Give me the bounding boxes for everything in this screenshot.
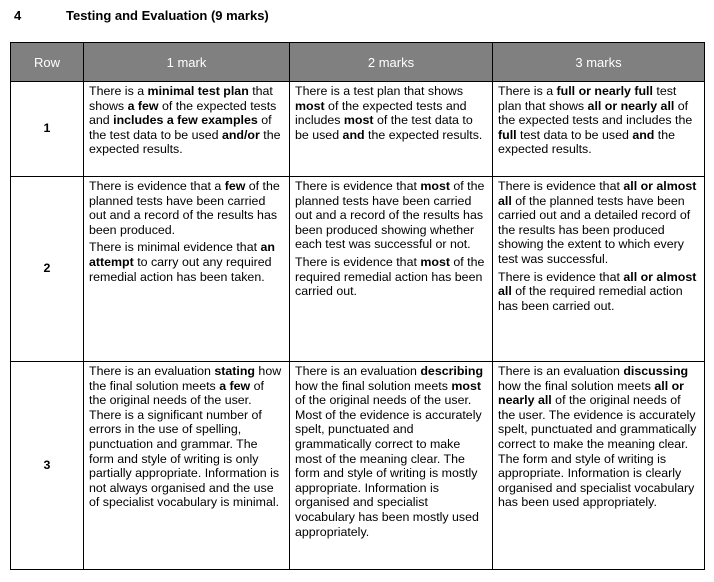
criteria-text: There is a [89, 84, 148, 98]
criteria-cell-3-mark [493, 362, 705, 570]
criteria-text: There is an evaluation [295, 364, 421, 378]
criteria-text: the expected results. [89, 127, 281, 157]
criteria-text: There is minimal evidence that [89, 240, 261, 255]
criteria-cell-3-mark [493, 82, 705, 177]
emphasis-text: minimal test plan [147, 84, 249, 98]
criteria-text: that shows [89, 84, 273, 113]
row-number: 2 [11, 177, 84, 362]
criteria-text: There is a [498, 84, 557, 98]
criteria-text: There is evidence that a [89, 179, 225, 193]
emphasis-text: most [420, 254, 450, 269]
criteria-text: of the expected tests and includes the [498, 98, 693, 128]
criteria-cell-3-mark [493, 177, 705, 362]
criteria-paragraph [295, 84, 487, 142]
criteria-text: how the final solution meets [498, 378, 655, 393]
header-row-col: Row [11, 43, 84, 82]
criteria-text: of the original needs of the user. The evidence is accurately spelt, punctuated and grammatically correct to make the meaning clear. The form and style of writing is appropriate. Information is clearly organised and specialist vocabulary has been used appropriately. [498, 393, 697, 510]
criteria-text: the expected results. [364, 127, 483, 142]
emphasis-text: and [632, 127, 655, 142]
criteria-paragraph [498, 84, 699, 157]
rubric-body [11, 82, 705, 570]
criteria-text: There is evidence that [498, 269, 624, 284]
criteria-paragraph [89, 84, 284, 157]
emphasis-text: full or nearly full [556, 84, 653, 98]
criteria-cell-1-mark [84, 82, 290, 177]
criteria-paragraph [89, 240, 284, 284]
table-row [11, 177, 705, 362]
section-number: 4 [14, 8, 22, 23]
emphasis-text: and [342, 127, 365, 142]
criteria-text: to carry out any required remedial action has been taken. [89, 254, 272, 284]
criteria-paragraph [498, 179, 699, 267]
criteria-text: There is a test plan that shows [295, 84, 464, 98]
criteria-paragraph [89, 364, 284, 510]
emphasis-text: most [420, 179, 450, 193]
emphasis-text: most [451, 378, 481, 393]
criteria-text: of the original needs of the user. There is a significant number of errors in the use of spelling, punctuation and grammar. The form and style of writing is only partially appropriate. Information is not always organised and the use of specialist vocabulary is minimal. [89, 378, 280, 510]
criteria-text: how the final solution meets [89, 364, 282, 393]
criteria-text: of the test data to be used [295, 113, 473, 142]
criteria-text: of the planned tests have been carried out and a record of the results has been produced showing whether each test was successful or not. [295, 179, 485, 252]
emphasis-text: stating [214, 364, 255, 378]
emphasis-text: describing [420, 364, 484, 378]
criteria-text: the expected results. [498, 127, 676, 157]
header-3-marks: 3 marks [493, 43, 705, 82]
criteria-cell-2-mark [290, 177, 493, 362]
criteria-text: of the required remedial action has been carried out. [498, 284, 683, 313]
header-1-mark: 1 mark [84, 43, 290, 82]
header-2-marks: 2 marks [290, 43, 493, 82]
criteria-text: of the planned tests have been carried out and a detailed record of the results has been produced showing the extent to which every test was successful. [498, 193, 691, 266]
marking-rubric-table [10, 42, 705, 570]
criteria-text: of the planned tests have been carried out and a record of the results has been produced. [89, 179, 280, 237]
criteria-text: how the final solution meets [295, 378, 452, 393]
criteria-text: of the original needs of the user. Most of the evidence is accurately spelt, punctuated and grammatically correct to make most of the meaning clear. The form and style of writing is mostly appropriate. Information is organised and specialist vocabulary has been mostly used appropriately. [295, 393, 482, 539]
criteria-text: There is an evaluation [498, 364, 624, 378]
criteria-paragraph [295, 255, 487, 299]
criteria-cell-2-mark [290, 82, 493, 177]
emphasis-text: a few [127, 98, 159, 113]
emphasis-text: most [295, 98, 325, 113]
criteria-text: of the test data to be used [89, 113, 272, 142]
criteria-cell-2-mark [290, 362, 493, 570]
criteria-cell-1-mark [84, 177, 290, 362]
emphasis-text: all or nearly all [498, 378, 684, 408]
criteria-text: There is evidence that [498, 179, 624, 193]
emphasis-text: all or almost all [498, 269, 697, 299]
criteria-paragraph [295, 179, 487, 252]
criteria-text: of the expected tests and includes [295, 98, 467, 128]
emphasis-text: all or almost all [498, 179, 697, 208]
section-title: Testing and Evaluation (9 marks) [66, 8, 269, 23]
emphasis-text: an attempt [89, 240, 275, 269]
row-number: 1 [11, 82, 84, 177]
criteria-text: There is evidence that [295, 254, 421, 269]
criteria-text: There is evidence that [295, 179, 421, 193]
criteria-paragraph [89, 179, 284, 237]
emphasis-text: and/or [221, 127, 260, 142]
criteria-text: test data to be used [516, 127, 633, 142]
header-row [11, 43, 705, 82]
table-row [11, 362, 705, 570]
row-number: 3 [11, 362, 84, 570]
criteria-text: There is an evaluation [89, 364, 215, 378]
emphasis-text: includes a few examples [113, 113, 258, 128]
emphasis-text: all or nearly all [587, 98, 675, 113]
criteria-text: test plan that shows [498, 84, 677, 113]
emphasis-text: most [343, 113, 374, 128]
emphasis-text: few [224, 179, 246, 193]
criteria-text: of the required remedial action has been carried out. [295, 254, 485, 299]
table-row [11, 82, 705, 177]
criteria-paragraph [295, 364, 487, 539]
criteria-paragraph [498, 270, 699, 314]
criteria-text: of the expected tests and [89, 98, 277, 128]
criteria-paragraph [498, 364, 699, 510]
criteria-cell-1-mark [84, 362, 290, 570]
emphasis-text: a few [219, 378, 251, 393]
emphasis-text: discussing [623, 364, 689, 378]
emphasis-text: full [498, 127, 517, 142]
